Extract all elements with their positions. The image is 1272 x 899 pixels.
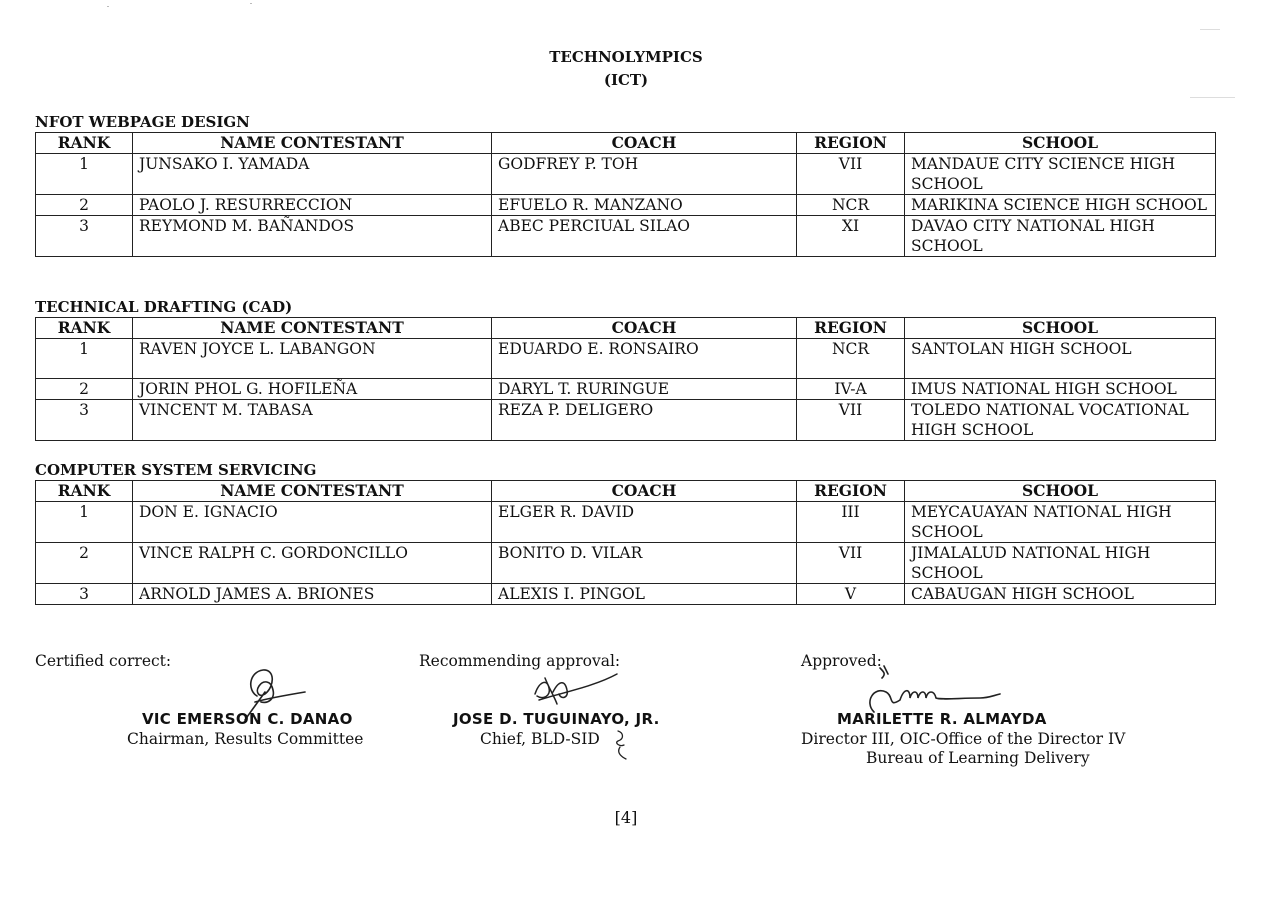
- table-row: [36, 339, 1216, 379]
- handwritten-signature-tuguinayo: [525, 664, 625, 714]
- results-table-computer-system-servicing: [35, 480, 1216, 605]
- column-header-coach: COACH: [492, 318, 797, 339]
- table-row: [36, 400, 1216, 441]
- contestant-cell: JORIN PHOL G. HOFILEÑA: [133, 379, 492, 400]
- coach-cell: DARYL T. RURINGUE: [492, 379, 797, 400]
- coach-cell: ALEXIS I. PINGOL: [492, 584, 797, 605]
- column-header-region: REGION: [797, 318, 905, 339]
- column-header-name: NAME CONTESTANT: [133, 133, 492, 154]
- column-header-coach: COACH: [492, 481, 797, 502]
- school-cell: SANTOLAN HIGH SCHOOL: [905, 339, 1216, 379]
- scan-mark: [1190, 97, 1235, 98]
- contestant-cell: REYMOND M. BAÑANDOS: [133, 216, 492, 257]
- rank-cell: 1: [36, 154, 133, 195]
- region-cell: III: [797, 502, 905, 543]
- contestant-cell: RAVEN JOYCE L. LABANGON: [133, 339, 492, 379]
- column-header-rank: RANK: [36, 481, 133, 502]
- coach-cell: EFUELO R. MANZANO: [492, 195, 797, 216]
- contestant-cell: VINCENT M. TABASA: [133, 400, 492, 441]
- results-table-webpage-design: [35, 132, 1216, 257]
- signatory-role: Director III, OIC-Office of the Director IV: [801, 730, 1126, 748]
- coach-cell: EDUARDO E. RONSAIRO: [492, 339, 797, 379]
- rank-cell: 3: [36, 400, 133, 441]
- coach-cell: BONITO D. VILAR: [492, 543, 797, 584]
- table-row: [36, 195, 1216, 216]
- results-table-technical-drafting: [35, 317, 1216, 441]
- region-cell: V: [797, 584, 905, 605]
- column-header-region: REGION: [797, 481, 905, 502]
- region-cell: VII: [797, 543, 905, 584]
- table-row: [36, 543, 1216, 584]
- section-title-computer-system-servicing: COMPUTER SYSTEM SERVICING: [35, 461, 317, 479]
- coach-cell: ABEC PERCIUAL SILAO: [492, 216, 797, 257]
- coach-cell: ELGER R. DAVID: [492, 502, 797, 543]
- coach-cell: GODFREY P. TOH: [492, 154, 797, 195]
- table-row: [36, 216, 1216, 257]
- school-cell: DAVAO CITY NATIONAL HIGH SCHOOL: [905, 216, 1216, 257]
- rank-cell: 2: [36, 379, 133, 400]
- rank-cell: 2: [36, 543, 133, 584]
- table-header-row: [36, 318, 1216, 339]
- rank-cell: 3: [36, 584, 133, 605]
- column-header-school: SCHOOL: [905, 318, 1216, 339]
- column-header-school: SCHOOL: [905, 481, 1216, 502]
- scan-mark: [1200, 29, 1220, 30]
- school-cell: TOLEDO NATIONAL VOCATIONAL HIGH SCHOOL: [905, 400, 1216, 441]
- signatory-role: Chairman, Results Committee: [127, 730, 364, 748]
- table-row: [36, 584, 1216, 605]
- table-row: [36, 502, 1216, 543]
- region-cell: XI: [797, 216, 905, 257]
- page-number: [4]: [614, 808, 638, 827]
- rank-cell: 3: [36, 216, 133, 257]
- coach-cell: REZA P. DELIGERO: [492, 400, 797, 441]
- school-cell: MARIKINA SCIENCE HIGH SCHOOL: [905, 195, 1216, 216]
- document-subtitle: (ICT): [603, 71, 649, 89]
- region-cell: NCR: [797, 195, 905, 216]
- contestant-cell: VINCE RALPH C. GORDONCILLO: [133, 543, 492, 584]
- section-title-technical-drafting: TECHNICAL DRAFTING (CAD): [35, 298, 293, 316]
- column-header-name: NAME CONTESTANT: [133, 481, 492, 502]
- table-header-row: [36, 481, 1216, 502]
- signatory-label: Recommending approval:: [419, 652, 621, 670]
- rank-cell: 1: [36, 502, 133, 543]
- region-cell: VII: [797, 154, 905, 195]
- table-row: [36, 154, 1216, 195]
- contestant-cell: DON E. IGNACIO: [133, 502, 492, 543]
- school-cell: MEYCAUAYAN NATIONAL HIGH SCHOOL: [905, 502, 1216, 543]
- column-header-coach: COACH: [492, 133, 797, 154]
- rank-cell: 2: [36, 195, 133, 216]
- document-title: TECHNOLYMPICS: [549, 48, 703, 66]
- contestant-cell: PAOLO J. RESURRECCION: [133, 195, 492, 216]
- school-cell: CABAUGAN HIGH SCHOOL: [905, 584, 1216, 605]
- table-row: [36, 379, 1216, 400]
- rank-cell: 1: [36, 339, 133, 379]
- section-title-webpage-design: NFOT WEBPAGE DESIGN: [35, 113, 250, 131]
- signatory-label: Certified correct:: [35, 652, 172, 670]
- column-header-rank: RANK: [36, 318, 133, 339]
- column-header-rank: RANK: [36, 133, 133, 154]
- school-cell: MANDAUE CITY SCIENCE HIGH SCHOOL: [905, 154, 1216, 195]
- contestant-cell: JUNSAKO I. YAMADA: [133, 154, 492, 195]
- region-cell: IV-A: [797, 379, 905, 400]
- scan-speck: [250, 3, 252, 4]
- column-header-region: REGION: [797, 133, 905, 154]
- signatory-role: Chief, BLD-SID: [480, 730, 600, 748]
- scan-speck: [107, 6, 109, 7]
- signatory-label: Approved:: [801, 652, 882, 670]
- table-header-row: [36, 133, 1216, 154]
- region-cell: NCR: [797, 339, 905, 379]
- signatory-office: Bureau of Learning Delivery: [866, 749, 1090, 767]
- signatory-name: VIC EMERSON C. DANAO: [142, 710, 353, 728]
- column-header-school: SCHOOL: [905, 133, 1216, 154]
- initials-mark: [612, 727, 632, 761]
- school-cell: JIMALALUD NATIONAL HIGH SCHOOL: [905, 543, 1216, 584]
- column-header-name: NAME CONTESTANT: [133, 318, 492, 339]
- signatory-name: MARILETTE R. ALMAYDA: [837, 710, 1047, 728]
- school-cell: IMUS NATIONAL HIGH SCHOOL: [905, 379, 1216, 400]
- signatory-name: JOSE D. TUGUINAYO, JR.: [453, 710, 660, 728]
- region-cell: VII: [797, 400, 905, 441]
- contestant-cell: ARNOLD JAMES A. BRIONES: [133, 584, 492, 605]
